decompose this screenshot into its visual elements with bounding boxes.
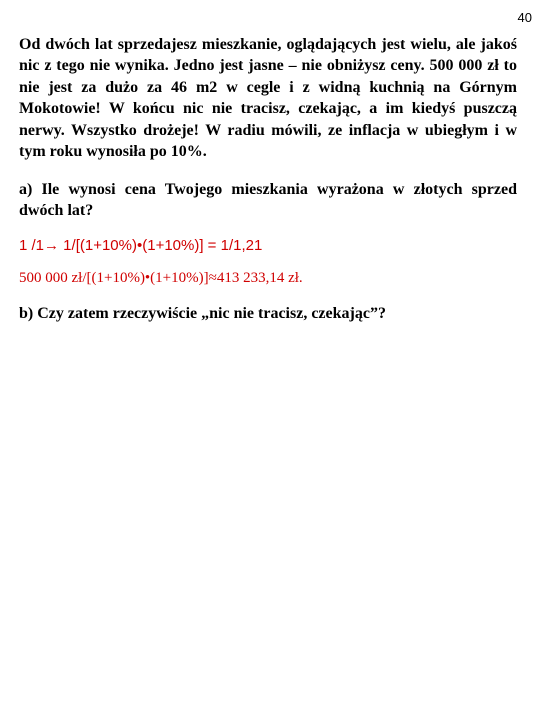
slide-content [19,34,517,324]
calculation-ratio: 1 /1→ 1/[(1+10%)•(1+10%)] = 1/1,21 [19,236,263,254]
calculation-price: 500 000 zł/[(1+10%)•(1+10%)]≈413 233,14 zł. [19,270,303,286]
question-b: b) Czy zatem rzeczywiście „nic nie tracisz, czekając”? [19,304,386,322]
question-a: a) Ile wynosi cena Twojego mieszkania wyrażona w złotych sprzed dwóch lat? [19,180,517,220]
intro-paragraph: Od dwóch lat sprzedajesz mieszkanie, oglądających jest wielu, ale jakoś nic z tego nie wynika. Jedno jest jasne – nie obniżysz ceny. 500 000 zł to nie jest za dużo za 46 m2 w cegle i z widną kuchnią na Górnym Mokotowie! W końcu nic nie tracisz, czekając, a im kiedyś puszczą nerwy. Wszystko drożeje! W radiu mówili, ze inflacja w ubiegłym i w tym roku wynosiła po 10%. [19,36,517,161]
page-number: 40 [517,10,532,25]
